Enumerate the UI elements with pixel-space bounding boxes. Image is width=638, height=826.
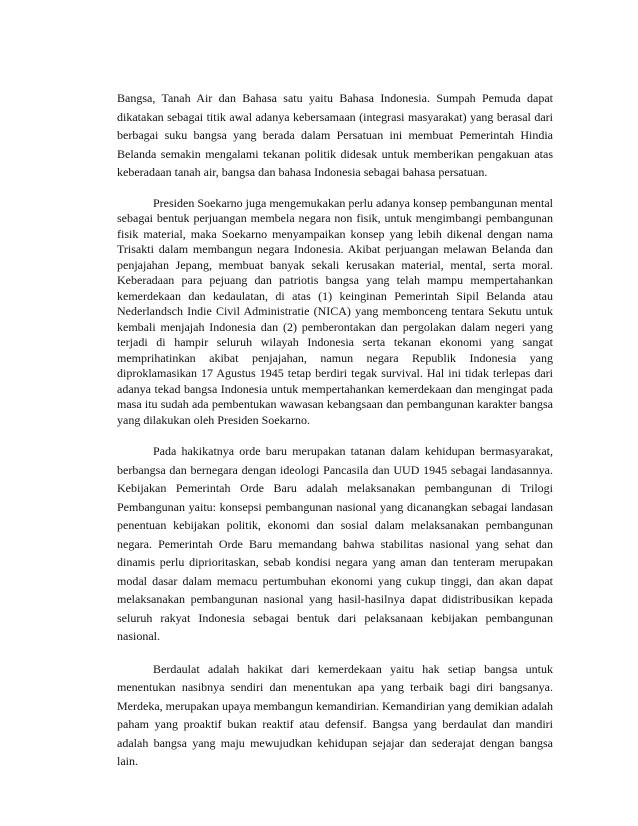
- paragraph-1: Bangsa, Tanah Air dan Bahasa satu yaitu Bahasa Indonesia. Sumpah Pemuda dapat dikatakan sebagai titik awal adanya kebersamaan (integrasi masyarakat) yang berasal dari berbagai suku bangsa yang berada dalam Persatuan ini membuat Pemerintah Hindia Belanda semakin mengalami tekanan politik didesak untuk memberikan pengakuan atas keberadaan tanah air, bangsa dan bahasa Indonesia sebagai bahasa persatuan.: [117, 91, 553, 179]
- page-body: [117, 89, 553, 771]
- paragraph-3: Pada hakikatnya orde baru merupakan tatanan dalam kehidupan bermasyarakat, berbangsa dan bernegara dengan ideologi Pancasila dan UUD 1945 sebagai landasannya. Kebijakan Pemerintah Orde Baru adalah melaksanakan pembangunan di Trilogi Pembangunan yaitu: konsepsi pembangunan nasional yang dicanangkan sebagai landasan penentuan kebijakan politik, ekonomi dan sosial dalam melaksanakan pembangunan negara. Pemerintah Orde Baru memandang bahwa stabilitas nasional yang sehat dan dinamis perlu diprioritaskan, sebab kondisi negara yang aman dan tenteram merupakan modal dasar dalam memacu pertumbuhan ekonomi yang cukup tinggi, dan akan dapat melaksanakan pembangunan nasional yang hasil-hasilnya dapat didistribusikan kepada seluruh rakyat Indonesia sebagai bentuk dari pelaksanaan kebijakan pembangunan nasional.: [117, 444, 553, 643]
- paragraph-4: Berdaulat adalah hakikat dari kemerdekaan yaitu hak setiap bangsa untuk menentukan nasibnya sendiri dan menentukan apa yang terbaik bagi diri bangsanya. Merdeka, merupakan upaya membangun kemandirian. Kemandirian yang demikian adalah paham yang proaktif bukan reaktif atau defensif. Bangsa yang berdaulat dan mandiri adalah bangsa yang maju mewujudkan kehidupan sejajar dan sederajat dengan bangsa lain.: [117, 661, 553, 768]
- paragraph-2: Presiden Soekarno juga mengemukakan perlu adanya konsep pembangunan mental sebagai bentuk perjuangan membela negara non fisik, untuk mengimbangi pembangunan fisik material, maka Soekarno menyampaikan konsep yang lebih dikenal dengan nama Trisakti dalam membangun negara Indonesia. Akibat perjuangan melawan Belanda dan penjajahan Jepang, membuat banyak sekali kerusakan material, mental, serta moral. Keberadaan para pejuang dan patriotis bangsa yang telah mampu mempertahankan kemerdekaan dan kedaulatan, di atas (1) keinginan Pemerintah Sipil Belanda atau Nederlandsch Indie Civil Administratie (NICA) yang membonceng tentara Sekutu untuk kembali menjajah Indonesia dan (2) pemberontakan dan pergolakan dalam negeri yang terjadi di hampir seluruh wilayah Indonesia serta tekanan ekonomi yang sangat memprihatinkan akibat penjajahan, namun negara Republik Indonesia yang diproklamasikan 17 Agustus 1945 tetap berdiri tegak survival. Hal ini tidak terlepas dari adanya tekad bangsa Indonesia untuk mempertahankan kemerdekaan dan mengingat pada masa itu sudah ada pembentukan wawasan kebangsaan dan pembangunan karakter bangsa yang dilakukan oleh Presiden Soekarno.: [117, 195, 553, 427]
